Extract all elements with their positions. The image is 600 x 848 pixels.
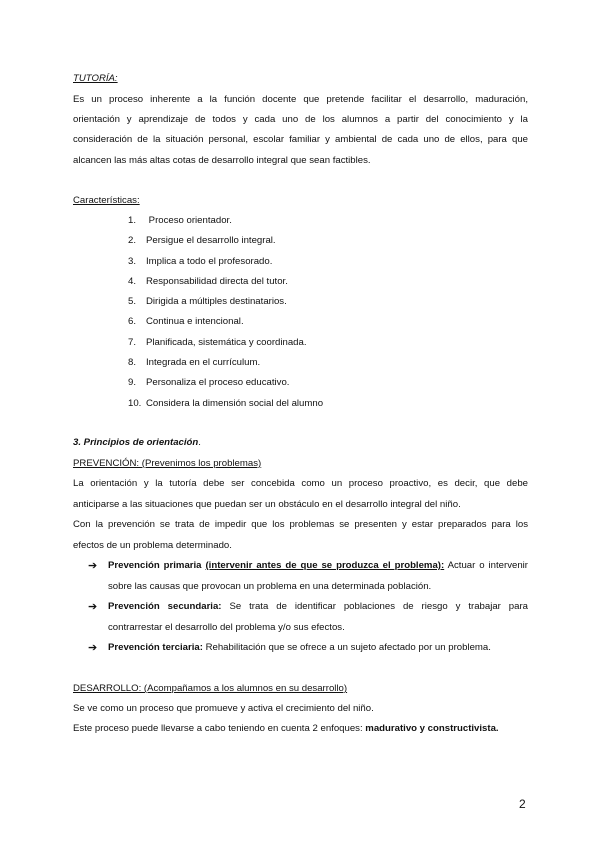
list-item xyxy=(128,231,323,251)
caracteristicas-heading: Características: xyxy=(73,195,140,206)
list-item xyxy=(128,292,323,312)
caracteristicas-list xyxy=(128,211,323,414)
prevencion-secundaria xyxy=(88,597,528,638)
prevencion-line-3: Con la prevención se trata de impedir que los problemas se presenten y estar preparados para los xyxy=(73,519,528,530)
list-number: 6. xyxy=(128,316,137,328)
list-text: Persigue el desarrollo integral. xyxy=(146,235,276,247)
prevencion-line-2: anticiparse a las situaciones que puedan ser un obstáculo en el desarrollo integral del niño. xyxy=(73,499,461,510)
list-item xyxy=(128,394,323,414)
prevencion-line-4: efectos de un problema determinado. xyxy=(73,540,232,551)
list-number: 1. xyxy=(128,215,137,226)
prevencion-primaria-label: Prevención primaria xyxy=(108,560,202,571)
principios-heading-dot: . xyxy=(198,437,201,448)
prevencion-secundaria-body xyxy=(108,597,528,638)
list-text: Responsabilidad directa del tutor. xyxy=(146,275,288,287)
desarrollo-heading: DESARROLLO: (Acompañamos a los alumnos en su desarrollo) xyxy=(73,683,348,694)
prevencion-terciaria-label: Prevención terciaria: xyxy=(108,642,203,653)
list-item xyxy=(128,333,323,353)
prevencion-terciaria xyxy=(88,638,528,659)
page-number: 2 xyxy=(519,797,526,811)
list-number: 4. xyxy=(128,275,137,287)
list-item xyxy=(128,272,323,292)
list-text: Dirigida a múltiples destinatarios. xyxy=(146,296,287,308)
prevencion-primaria-underlined: (intervenir antes de que se produzca el problema): xyxy=(205,560,445,571)
arrow-right-icon: ➔ xyxy=(88,560,98,572)
prevencion-secundaria-text-2: contrarrestar el desarrollo del problema y/o sus efectos. xyxy=(108,621,345,633)
prevencion-primaria xyxy=(88,556,528,597)
list-text: Considera la dimensión social del alumno xyxy=(146,397,324,409)
arrow-right-icon: ➔ xyxy=(88,601,98,613)
tutoria-heading: TUTORÍA: xyxy=(73,73,118,84)
prevencion-primaria-line-1 xyxy=(108,556,528,577)
list-number: 3. xyxy=(128,255,137,267)
prevencion-primaria-text-1: Actuar o intervenir xyxy=(444,560,528,571)
prevencion-secundaria-label: Prevención secundaria: xyxy=(108,601,222,612)
list-number: 7. xyxy=(128,336,137,348)
list-number: 2. xyxy=(128,235,137,247)
arrow-right-icon: ➔ xyxy=(88,642,98,654)
tutoria-line-3: consideración de la situación personal, escolar familiar y ambiental de cada uno de ellos, para que xyxy=(73,134,528,145)
list-item xyxy=(128,373,323,393)
list-item xyxy=(128,353,323,373)
tutoria-line-2: orientación y aprendizaje de todos y cada uno de los alumnos a partir del conocimiento y la xyxy=(73,114,528,125)
desarrollo-line-2-text: Este proceso puede llevarse a cabo teniendo en cuenta 2 enfoques: xyxy=(73,723,366,734)
prevencion-primaria-body xyxy=(108,556,528,597)
prevencion-heading: PREVENCIÓN: (Prevenimos los problemas) xyxy=(73,458,262,469)
list-text: Planificada, sistemática y coordinada. xyxy=(146,336,307,348)
tutoria-line-4: alcancen las más altas cotas de desarrollo integral que sean factibles. xyxy=(73,155,371,166)
list-text: Integrada en el currículum. xyxy=(146,357,261,369)
list-text: Continua e intencional. xyxy=(146,316,244,328)
desarrollo-line-2 xyxy=(73,719,528,740)
principios-heading-text: 3. Principios de orientación xyxy=(73,437,199,448)
prevencion-primaria-text-2: sobre las causas que provocan un problema en una determinada población. xyxy=(108,580,432,592)
prevencion-terciaria-body xyxy=(108,638,528,659)
list-number: 10. xyxy=(128,397,142,409)
tutoria-line-1: Es un proceso inherente a la función docente que pretende facilitar el desarrollo, maduración, xyxy=(73,94,528,105)
prevencion-terciaria-text-1: Rehabilitación que se ofrece a un sujeto afectado por un problema. xyxy=(202,642,491,653)
list-number: 9. xyxy=(128,377,137,389)
list-item xyxy=(128,252,323,272)
list-number: 8. xyxy=(128,357,137,369)
list-text: Implica a todo el profesorado. xyxy=(146,255,273,267)
prevencion-secundaria-line-1 xyxy=(108,597,528,618)
list-item xyxy=(128,211,323,231)
desarrollo-line-1: Se ve como un proceso que promueve y activa el crecimiento del niño. xyxy=(73,703,374,714)
principios-heading xyxy=(73,433,528,454)
prevencion-line-1: La orientación y la tutoría debe ser concebida como un proceso proactivo, es decir, que debe xyxy=(73,478,528,489)
list-number: 5. xyxy=(128,296,137,308)
prevencion-secundaria-text-1: Se trata de identificar poblaciones de riesgo y trabajar para xyxy=(221,601,528,612)
list-text: Proceso orientador. xyxy=(146,215,232,226)
desarrollo-line-2-bold: madurativo y constructivista. xyxy=(365,723,499,734)
list-text: Personaliza el proceso educativo. xyxy=(146,377,290,389)
list-item xyxy=(128,312,323,332)
